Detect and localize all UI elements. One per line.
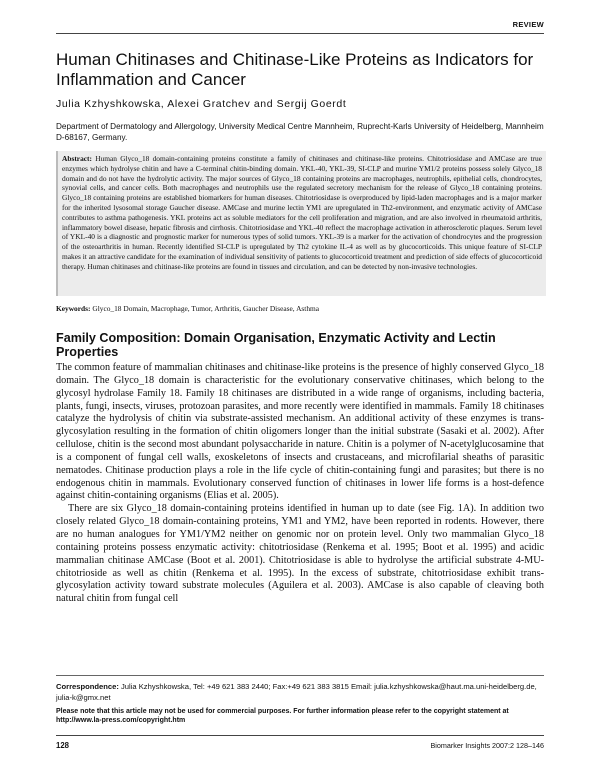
footnote-rule (56, 675, 544, 676)
correspondence-text: Julia Kzhyshkowska, Tel: +49 621 383 2440; Fax:+49 621 383 3815 Email: julia.kzhyshkowska@haut.ma.uni-heidelberg.de, julia-k@gmx.net (56, 682, 537, 702)
copyright-notice: Please note that this article may not be used for commercial purposes. For further information please refer to the copyright statement at http://www.la-press.com/copyright.htm (56, 708, 509, 724)
affiliation: Department of Dermatology and Allergology, University Medical Centre Mannheim, Ruprecht-Karls University of Heidelberg, Mannheim D-68167, Germany. (56, 122, 544, 142)
keywords (56, 304, 544, 313)
body-paragraph: There are six Glyco_18 domain-containing proteins identified in human up to date (see Fig. 1A). In addition two closely related Glyco_18 domain-containing proteins, YM1 and YM2, have been reported in rodents. However, there are no human analogues for YM1/YM2 neither on genomic nor on protein level. Only two mammalian Glyco_18 containing proteins possess enzymatic activity: chitotriosidase (Renkema et al. 1995; Boot et al. 1995) and acidic mammalian chitinase AMCase (Boot et al. 2001). Chitotriosidase is able to hydrolyse the artificial substrate 4-MU-chitotrioside as well as chitin (Renkema et al. 1995). In the excess of substrate, chitotriosidase exhibit trans-glycosylation activity toward substrate molecules (Aguilera et al. 2003). AMCase is also capable of cleaving both natural chitin from fungal cell (56, 503, 544, 605)
abstract (58, 151, 546, 275)
keywords-label: Keywords: (56, 304, 91, 313)
body-paragraph: The common feature of mammalian chitinases and chitinase-like proteins is the presence of highly conserved Glyco_18 domain. The Glyco_18 domain is characteristic for the evolutionary conservative chitinases, which belong to the glycosyl hydrolase Family 18. Family 18 chitinases are distributed in a wide range of organisms, including bacteria, plants, fungi, insects, viruses, protozoan parasites, and more recently were identified in mammals. Family 18 chitinases catalyze the hydrolysis of chitin via substrate-assisted mechanism. An additional activity of these enzymes is trans-glycosylation resulting in the formation of chitin oligomers longer than the initial substrate (Sasaki et al. 2002). After cellulose, chitin is the second most abundant polysaccharide in nature. Chitin is a polymer of N-acetylglucosamine that is a component of fungal cell walls, exoskeletons of insects and crustaceans, and microfilarial sheaths of parasitic nematodes. Chitinase production plays a role in the life cycle of chitin-containing fungi and parasites; but there is no endogenous chitin in mammals. Evolutionary conserved function of chitinases in lower life forms is a host-defence against chitin-containing organisms (Elias et al. 2005). (56, 362, 544, 502)
correspondence-label: Correspondence: (56, 682, 119, 691)
footer-rule (56, 735, 544, 736)
section-heading: Family Composition: Domain Organisation, Enzymatic Activity and Lectin Properties (56, 331, 496, 359)
journal-citation: Biomarker Insights 2007:2 128–146 (430, 741, 544, 750)
page-number: 128 (56, 741, 70, 750)
body-text (56, 362, 544, 606)
keywords-text: Glyco_18 Domain, Macrophage, Tumor, Arthritis, Gaucher Disease, Asthma (92, 304, 320, 313)
correspondence (56, 682, 544, 703)
author-list: Julia Kzhyshkowska, Alexei Gratchev and Sergij Goerdt (56, 98, 347, 110)
article-title: Human Chitinases and Chitinase-Like Proteins as Indicators for Inflammation and Cancer (56, 50, 534, 89)
section-label: REVIEW (512, 20, 544, 29)
abstract-label: Abstract: (62, 154, 92, 163)
abstract-text: Human Glyco_18 domain-containing proteins constitute a family of chitinases and chitinase-like proteins. Chitotriosidase and AMCase are true enzymes which hydrolyse chitin and have a C-terminal chitin-binding domain. YKL-40, YKL-39, SI-CLP and murine YM1/2 proteins possess solely Glyco_18 domain and do not have the hydrolytic activity. The major sources of Glyco_18 containing proteins are macrophages, neutrophils, epithelial cells, chondrocytes, synovial cells, and cancer cells. Both macrophages and neutrophils use the regulated secretory mechanism for the release of Glyco_18 containing proteins. Glyco_18 containing proteins are established biomarkers for human diseases. Chitotriosidase is overproduced by lipid-laden macrophages and is a major marker for the inherited lysosomal storage Gaucher disease. AMCase and murine lectin YM1 are upregulated in Th2-environment, and enzymatic activity of AMCase contributes to asthma pathogenesis. YKL proteins act as soluble mediators for the cell proliferation and migration, and are also involved in rheumatoid arthritis, inflammatory bowel disease, hepatic fibrosis and cirrhosis. Chitotriosidase and YKL-40 reflect the macrophage activation in atherosclerotic plaques. Serum level of YKL-40 is a diagnostic and prognostic marker for numerous types of solid tumors. YKL-39 is a marker for the activation of chondrocytes and the progression of the osteoarthritis in human. Recently identified SI-CLP is upregulated by Th2 cytokine IL-4 as well as by glucocorticoids. This unique feature of SI-CLP makes it an attractive candidate for the examination of individual sensitivity of patients to glucocorticoid treatment and prediction of side effects of glucocorticoid therapy. Human chitinases and chitinase-like proteins are found in tissues and circulation, and can be detected by non-invasive technologies. (62, 154, 542, 271)
header-rule (56, 33, 544, 34)
abstract-box (56, 151, 546, 296)
